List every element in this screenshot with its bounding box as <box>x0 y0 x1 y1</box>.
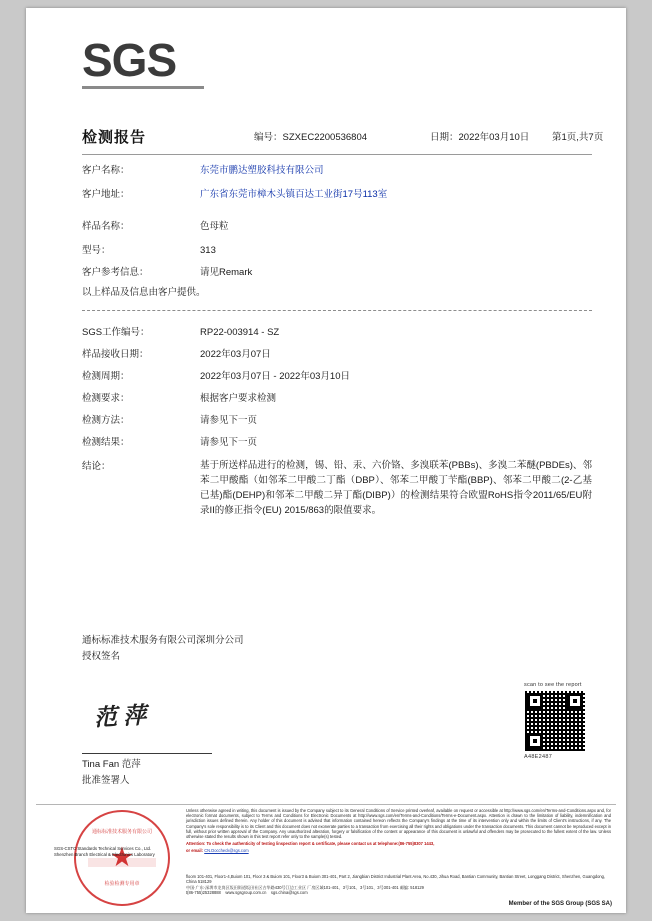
seal-side-text <box>54 846 184 858</box>
job-number-label: SGS工作编号： <box>82 327 150 338</box>
report-date-label: 日期： <box>430 132 459 143</box>
footer-email-link[interactable]: CN.Doccheck@sgs.com <box>204 848 249 854</box>
footer-email-label: or email: <box>186 848 204 854</box>
signatory-name: Tina Fan 范萍 <box>82 759 141 770</box>
report-date <box>430 129 529 143</box>
handwritten-signature: 范萍 <box>93 701 153 732</box>
seal-side-line1: SGS-CSTC Standards Technical Services Co., Ltd. <box>54 846 152 851</box>
test-method-value: 请参见下一页 <box>200 415 258 426</box>
footer-tel: t(86-755)25328888 <box>186 890 221 896</box>
client-reference-value: 请见Remark <box>200 267 253 278</box>
test-period-value: 2022年03月07日 - 2022年03月10日 <box>200 371 350 382</box>
signature-name-block <box>82 757 141 789</box>
test-requirement-value: 根据客户要求检测 <box>200 393 277 404</box>
seal-side-line2: Shenzhen Branch Electrical & Electronics Laboratory <box>54 852 155 857</box>
footer-web[interactable]: www.sgsgroup.com.cn <box>225 890 267 896</box>
footer-legal-paragraph: Unless otherwise agreed in writing, this document is issued by the Company subject to its General Conditions of Service printed overleaf, available on request or accessible at http://www.sgs.com/en/Terms-and-Conditions.aspx and, for electronic format documents, subject to Terms and Conditions for Electronic Documents at http://www.sgs.com/en/Terms-and-Conditions/Terms-e-Document.aspx. Attention is drawn to the limitation of liability, indemnification and jurisdiction issues defined therein. Any holder of this document is advised that information contained hereon reflects the Company's findings at the time of its intervention only and within the limits of Client's instructions, if any. The Company's sole responsibility is to its Client and this document does not exonerate parties to a transaction from exercising all their rights and obligations under the transaction documents. This document cannot be reproduced except in full, without prior written approval of the Company. Any unauthorized alteration, forgery or falsification of the content or appearance of this document is unlawful and offenders may be prosecuted to the fullest extent of the law. Unless otherwise stated the results shown in this test report refer only to the sample(s) tested. <box>186 808 611 840</box>
report-title-row <box>82 126 604 150</box>
signature-company: 通标标准技术服务有限公司深圳分公司 <box>82 635 244 646</box>
footer-divider <box>36 804 616 805</box>
test-requirement-label: 检测要求： <box>82 393 130 404</box>
signatory-role: 批准签署人 <box>82 775 130 786</box>
report-page <box>26 8 626 913</box>
job-number-value: RP22-003914 - SZ <box>200 327 280 338</box>
sample-model-label: 型号： <box>82 245 111 256</box>
signature-authorized-label: 授权签名 <box>82 651 121 662</box>
client-reference-label: 客户参考信息： <box>82 267 149 278</box>
sgs-logo-underline <box>82 86 204 89</box>
test-period-label: 检测周期： <box>82 371 130 382</box>
seal-star-icon: ★ <box>109 842 135 872</box>
sample-name-label: 样品名称： <box>82 221 130 232</box>
footer-member-note: Member of the SGS Group (SGS SA) <box>508 901 612 907</box>
footer-address-en: floom 101-401, Floor1-4,Buiom 101, Floor 3 & Buiom 101, Floor3 & Buiom 301-401, Part 2, Jiangbian District Industrial Plant Area, No.430, Jihua Road, Bantian Community, Bantian Street, Longgang District, Shenzhen, Guangdong, China 518129 <box>186 874 606 885</box>
signature-rule <box>82 753 212 754</box>
test-result-value: 请参见下一页 <box>200 437 258 448</box>
test-method-label: 检测方法： <box>82 415 130 426</box>
client-address-value: 广东省东莞市樟木头镇百达工业街17号113室 <box>200 189 388 200</box>
sample-name-value: 色母粒 <box>200 221 229 232</box>
footer-legal <box>186 808 611 856</box>
report-number-label: 编号： <box>254 132 283 143</box>
seal-bottom-text: 检验检测专用章 <box>104 881 140 887</box>
client-name-value: 东莞市鹏达塑胶科技有限公司 <box>200 165 324 176</box>
signature-company-block <box>82 633 244 665</box>
qr-finder-top-left <box>527 693 543 709</box>
page-title: 检测报告 <box>82 129 147 146</box>
qr-code-id: A48E2487 <box>524 754 553 760</box>
received-date-label: 样品接收日期： <box>82 349 149 360</box>
client-address-label: 客户地址： <box>82 189 130 200</box>
conclusion-label: 结论： <box>82 461 111 472</box>
sgs-logo-bars <box>194 38 236 86</box>
sample-model-value: 313 <box>200 245 216 256</box>
seal-band <box>88 858 156 867</box>
header-divider <box>82 154 592 155</box>
client-name-label: 客户名称： <box>82 165 130 176</box>
report-number-value: SZXEC2200536804 <box>282 132 368 143</box>
qr-finder-top-right <box>567 693 583 709</box>
footer-attention-text: To check the authenticity of testing /inspection report & certificate, please contact us at telephone:(86-755)8307 1443, <box>206 841 435 847</box>
conclusion-text: 基于所送样品进行的检测，锡、铅、汞、六价铬、多溴联苯(PBBs)、多溴二苯醚(PBDEs)、邻苯二甲酸酯（如邻苯二甲酸二丁酯（DBP）、邻苯二甲酸丁苄酯(BBP)、邻苯二甲酸二(2-乙基已基)酯(DEHP)和邻苯二甲酸二异丁酯(DIBP)）的检测结果符合欧盟RoHS指令2011/65/EU附录II的修正指令(EU) 2015/863的限值要求。 <box>200 460 592 516</box>
seal-top-text: 通标标准技术服务有限公司 <box>91 829 152 835</box>
qr-code[interactable] <box>524 690 586 752</box>
report-date-value: 2022年03月10日 <box>458 132 530 143</box>
sgs-logo-text: SGS <box>82 34 177 86</box>
received-date-value: 2022年03月07日 <box>200 349 271 360</box>
section-divider <box>82 310 592 311</box>
footer-attention-label: Attention: <box>186 841 206 847</box>
qr-caption: scan to see the report <box>524 682 582 688</box>
company-seal-stamp <box>70 808 174 912</box>
footer-email-cn[interactable]: sgs.china@sgs.com <box>270 890 308 896</box>
footer-address-cn: 中国·广东·深圳市龙岗区坂田街道坂田社区吉华路430号江边工业区 厂房区域101-401、3号101、3号101、3号301-401 邮编: 518129 <box>186 884 424 890</box>
footer-address <box>186 874 611 896</box>
footer-contact <box>186 890 611 895</box>
qr-finder-bottom-left <box>527 733 543 749</box>
report-number <box>254 129 367 143</box>
sgs-logo <box>82 36 262 98</box>
page-count: 第1页,共7页 <box>552 132 604 143</box>
sample-note-value: 以上样品及信息由客户提供。 <box>82 287 206 298</box>
test-result-label: 检测结果： <box>82 437 130 448</box>
